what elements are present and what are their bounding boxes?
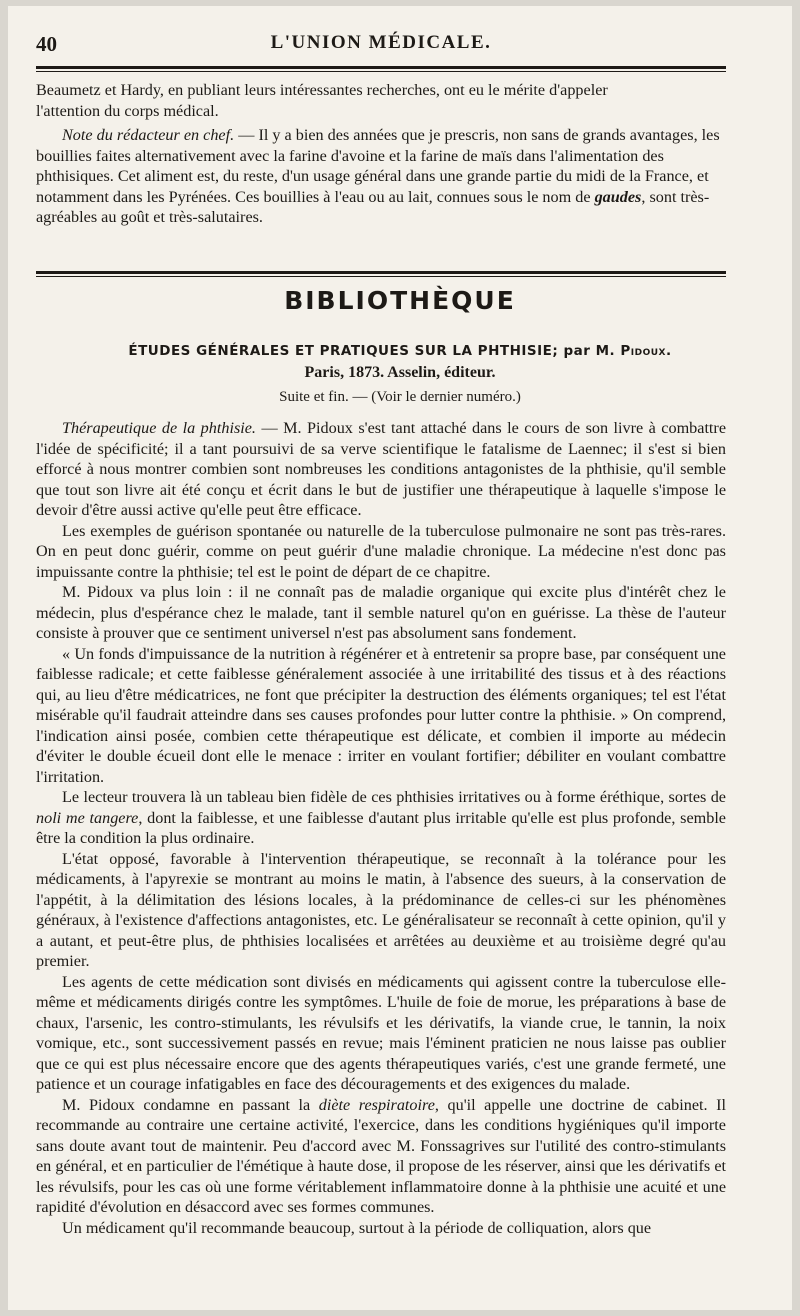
- paragraph: Les agents de cette médication sont divisés en médicaments qui agissent contre la tuberculose elle-même et médicaments dirigés contre les symptômes. L'huile de foie de morue, les préparations à base de chaux, l'arsenic, les contro-stimulants, les révulsifs et les dérivatifs, la viande crue, le tannin, la noix vomique, etc., sont successivement passés en revue; mais l'éminent praticien ne nous laisse pas oublier que ce qui est plus nécessaire encore que des agents thérapeutiques variés, c'est une grande fermeté, une patience et un courage infatigables en face des découragements et des exigences du malade.: [36, 972, 726, 1093]
- continuation-line: Beaumetz et Hardy, en publiant leurs intéressantes recherches, ont eu le mérite d'appeler: [36, 81, 608, 99]
- paragraph: M. Pidoux condamne en passant la diète respiratoire, qu'il appelle une doctrine de cabinet. Il recommande au contraire une certaine activité, l'exercice, dans les conditions hygiéniques qu'il importe sans doute avant tout de maintenir. Peu d'accord avec M. Fonssagrives sur l'utilité des contro-stimulants en général, et en particulier de l'émétique à haute dose, il propose de les réserver, ainsi que les dérivatifs et les révulsifs, pour les cas où une forme véritablement inflammatoire donne à la phthisie une acuité et une rapidité d'évolution en désaccord avec ses formes communes.: [36, 1095, 726, 1216]
- previous-article-ending: [36, 80, 726, 121]
- paragraph: « Un fonds d'impuissance de la nutrition à régénérer et à entretenir sa propre base, par conséquent une faiblesse radicale; et cette faiblesse généralement associée à une irritabilité des tissus et à des réactions qui, au lieu d'être médicatrices, ne font que précipiter la destruction des éléments organiques; tel est l'état misérable qu'il faudrait atteindre dans ses causes profondes pour lutter contre la phthisie. » On comprend, l'indication ainsi posée, combien cette thérapeutique est délicate, et combien il importe au médecin d'éviter le double écueil dont elle le menace : irriter en voulant fortifier; débiliter en voulant combattre l'irritation.: [36, 644, 726, 786]
- header-rule: [36, 66, 726, 69]
- header-rule-thin: [36, 71, 726, 72]
- editor-note: Note du rédacteur en chef. — Il y a bien des années que je prescris, non sans de grands avantages, les bouillies faites alternativement avec la farine d'avoine et la farine de maïs dans l'alimentation des phthisiques. Cet aliment est, du reste, d'un usage général dans une grande partie du midi de la France, et notamment dans les Pyrénées. Ces bouillies à l'eau ou au lait, connues sous le nom de gaudes, sont très-agréables au goût et très-salutaires.: [36, 126, 720, 226]
- paragraph: Le lecteur trouvera là un tableau bien fidèle de ces phthisies irritatives ou à forme éréthique, sortes de noli me tangere, dont la faiblesse, et une faiblesse d'autant plus irritable qu'elle est plus profonde, semble être la condition la plus ordinaire.: [36, 788, 726, 847]
- latin-term: noli me tangere: [36, 808, 139, 827]
- section-rule-thin: [36, 276, 726, 277]
- article-body: [36, 418, 726, 1238]
- paragraph: M. Pidoux va plus loin : il ne connaît pas de maladie organique qui excite plus d'intérêt chez le médecin, plus d'espérance chez le malade, tant il semble naturel qu'on en guérisse. La thèse de l'auteur consiste à prouver que ce sentiment universel n'est pas absolument sans fondement.: [36, 583, 726, 642]
- book-title: ÉTUDES GÉNÉRALES ET PRATIQUES SUR LA PHTHISIE; par M. Pidoux.: [128, 343, 672, 359]
- paragraph: Thérapeutique de la phthisie. — M. Pidoux s'est tant attaché dans le cours de son livre à combattre l'idée de spécificité; il a tant poursuivi de sa verve scientifique le fatalisme de Laennec; il s'est si bien efforcé à nous montrer combien sont nombreuses les conditions antagonistes de la phthisie, qu'il semble que tout son livre ait été conçu et écrit dans le but de justifier une thérapeutique à laquelle s'impose le devoir d'être aussi active qu'elle peut être efficace.: [36, 419, 727, 519]
- italic-term: diète respiratoire: [318, 1095, 435, 1114]
- running-title: L'UNION MÉDICALE.: [270, 32, 492, 53]
- section-rule: [36, 271, 726, 274]
- paragraph: Les exemples de guérison spontanée ou naturelle de la tuberculose pulmonaire ne sont pas très-rares. On en peut donc guérir, comme on peut guérir d'une maladie chronique. La médecine n'est donc pas impuissante contre la phthisie; tel est le point de départ de ce chapitre.: [36, 521, 726, 581]
- book-author: Pidoux: [620, 343, 666, 359]
- paragraph: L'état opposé, favorable à l'intervention thérapeutique, se reconnaît à la tolérance pour les médicaments, à l'apyrexie se montrant au moins le matin, à l'absence des sueurs, à la conservation de l'appétit, à la délimitation des lésions locales, à la prédominance de celles-ci sur les phénomènes généraux, à l'existence d'affections antagonistes, etc. Le généralisateur se reconnaît à cette opinion, qu'il y a autant, et peut-être plus, de phthisies localisées et arrêtées au deuxième et au troisième degré qu'au premier.: [36, 849, 726, 970]
- note-label: Note du rédacteur en chef.: [62, 126, 235, 144]
- section-title: BIBLIOTHÈQUE: [284, 286, 516, 315]
- continuation-line: l'attention du corps médical.: [36, 101, 219, 120]
- page-number: 40: [36, 32, 57, 56]
- book-publisher: Paris, 1873. Asselin, éditeur.: [304, 364, 496, 381]
- continuation-note: Suite et fin. — (Voir le dernier numéro.): [279, 389, 521, 405]
- page-header: [36, 32, 726, 62]
- paragraph-label: Thérapeutique de la phthisie.: [62, 419, 256, 437]
- note-term: gaudes: [594, 187, 642, 206]
- paragraph: Un médicament qu'il recommande beaucoup, surtout à la période de colliquation, alors que: [62, 1218, 652, 1237]
- note-text: Il y a bien des années que je prescris, non sans de grands avantages, les bouillies faites alternativement avec la farine d'avoine et la farine de maïs dans l'alimentation des phthisiques. Cet aliment est, du reste, d'un usage général dans une grande partie du midi de la France, et notamment dans les Pyrénées. Ces bouillies à l'eau ou au lait, connues sous le nom de: [36, 126, 720, 206]
